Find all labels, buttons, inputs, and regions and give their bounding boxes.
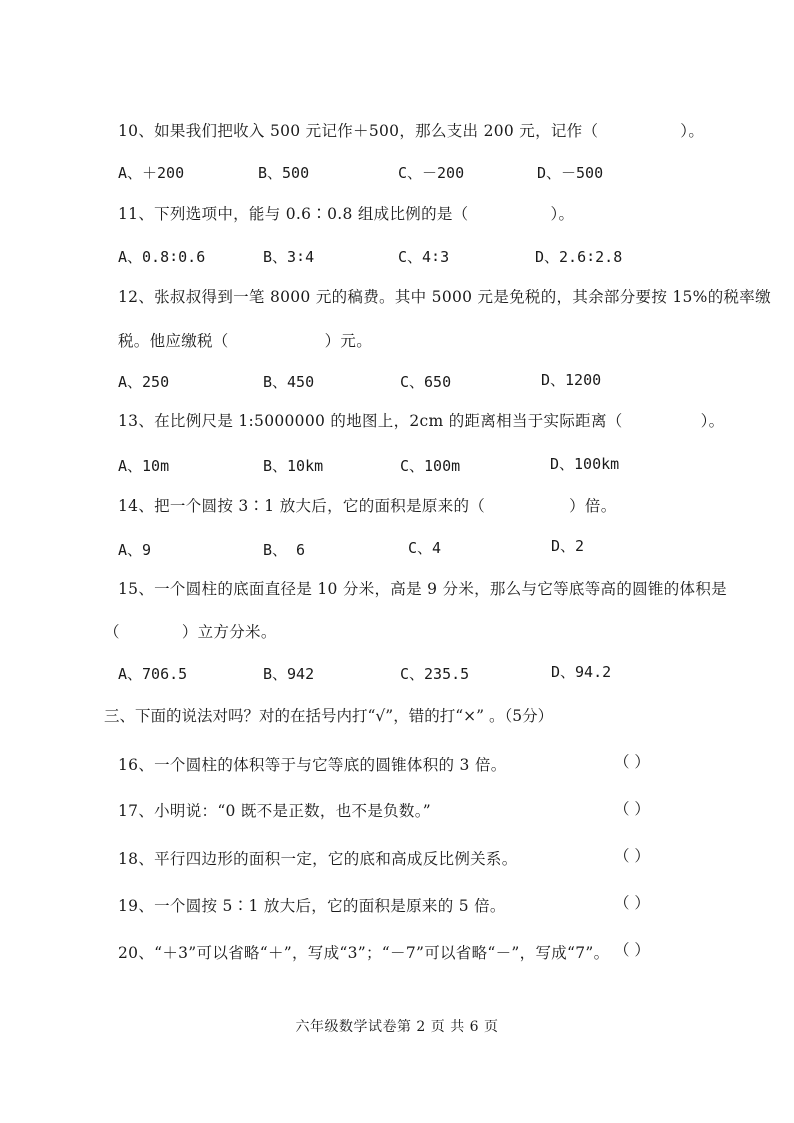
question-10: 10、如果我们把收入 500 元记作＋500，那么支出 200 元，记作（ ）。 — [118, 122, 705, 140]
option-c: C、－200 — [398, 164, 465, 182]
question-19: 19、一个圆按 5∶1 放大后，它的面积是原来的 5 倍。 — [118, 897, 506, 915]
option-b: B、450 — [263, 373, 315, 391]
question-20: 20、“＋3”可以省略“＋”，写成“3”；“－7”可以省略“－”，写成“7”。 — [118, 944, 610, 962]
question-14-text: 14、把一个圆按 3∶1 放大后，它的面积是原来的（ — [118, 497, 486, 515]
answer-paren: （ ） — [614, 941, 650, 959]
question-15: 15、一个圆柱的底面直径是 10 分米，高是 9 分米，那么与它等底等高的圆锥的体积是 — [118, 580, 727, 598]
option-b: B、942 — [263, 665, 315, 683]
option-c: C、235.5 — [400, 665, 470, 683]
question-13: 13、在比例尺是 1:5000000 的地图上，2cm 的距离相当于实际距离（ ）。 — [118, 412, 725, 430]
question-17: 17、小明说：“0 既不是正数，也不是负数。” — [118, 802, 432, 820]
page-footer: 六年级数学试卷第 2 页 共 6 页 — [295, 1019, 499, 1035]
option-d: D、2.6∶2.8 — [535, 248, 623, 266]
question-13-text: 13、在比例尺是 1:5000000 的地图上，2cm 的距离相当于实际距离（ — [118, 412, 623, 430]
question-12: 12、张叔叔得到一笔 8000 元的稿费。其中 5000 元是免税的，其余部分要按 15%的税率缴 — [118, 288, 771, 306]
answer-paren: （ ） — [614, 753, 650, 771]
option-c: C、4 — [408, 539, 442, 557]
option-a: A、＋200 — [118, 164, 185, 182]
option-b: B、 6 — [263, 541, 306, 559]
answer-paren: （ ） — [614, 800, 650, 818]
option-b: B、10km — [263, 457, 324, 475]
option-a: A、250 — [118, 373, 170, 391]
option-b: B、3∶4 — [263, 248, 315, 266]
option-a: A、0.8∶0.6 — [118, 248, 206, 266]
option-c: C、100m — [400, 457, 461, 475]
option-d: D、1200 — [541, 371, 602, 389]
section-title: 三、下面的说法对吗？对的在括号内打“√”，错的打“×” 。（5分） — [104, 707, 554, 725]
question-16: 16、一个圆柱的体积等于与它等底的圆锥体积的 3 倍。 — [118, 756, 507, 774]
question-14: 14、把一个圆按 3∶1 放大后，它的面积是原来的（ ）倍。 — [118, 497, 617, 515]
option-a: A、706.5 — [118, 665, 188, 683]
question-10-text: 10、如果我们把收入 500 元记作＋500，那么支出 200 元，记作（ — [118, 122, 599, 140]
option-c: C、4∶3 — [398, 248, 450, 266]
option-d: D、－500 — [537, 164, 604, 182]
question-18: 18、平行四边形的面积一定，它的底和高成反比例关系。 — [118, 850, 518, 868]
question-11: 11、下列选项中，能与 0.6∶0.8 组成比例的是（ ）。 — [118, 205, 575, 223]
question-11-text: 11、下列选项中，能与 0.6∶0.8 组成比例的是（ — [118, 205, 469, 223]
option-d: D、94.2 — [551, 663, 612, 681]
answer-paren: （ ） — [614, 847, 650, 865]
option-d: D、100km — [550, 455, 620, 473]
option-b: B、500 — [258, 164, 310, 182]
answer-paren: （ ） — [614, 894, 650, 912]
option-d: D、2 — [551, 537, 585, 555]
option-a: A、9 — [118, 541, 152, 559]
question-15-cont: （ ）立方分米。 — [104, 623, 277, 641]
option-a: A、10m — [118, 457, 170, 475]
option-c: C、650 — [400, 373, 452, 391]
question-12-cont: 税。他应缴税（ ）元。 — [118, 332, 373, 350]
